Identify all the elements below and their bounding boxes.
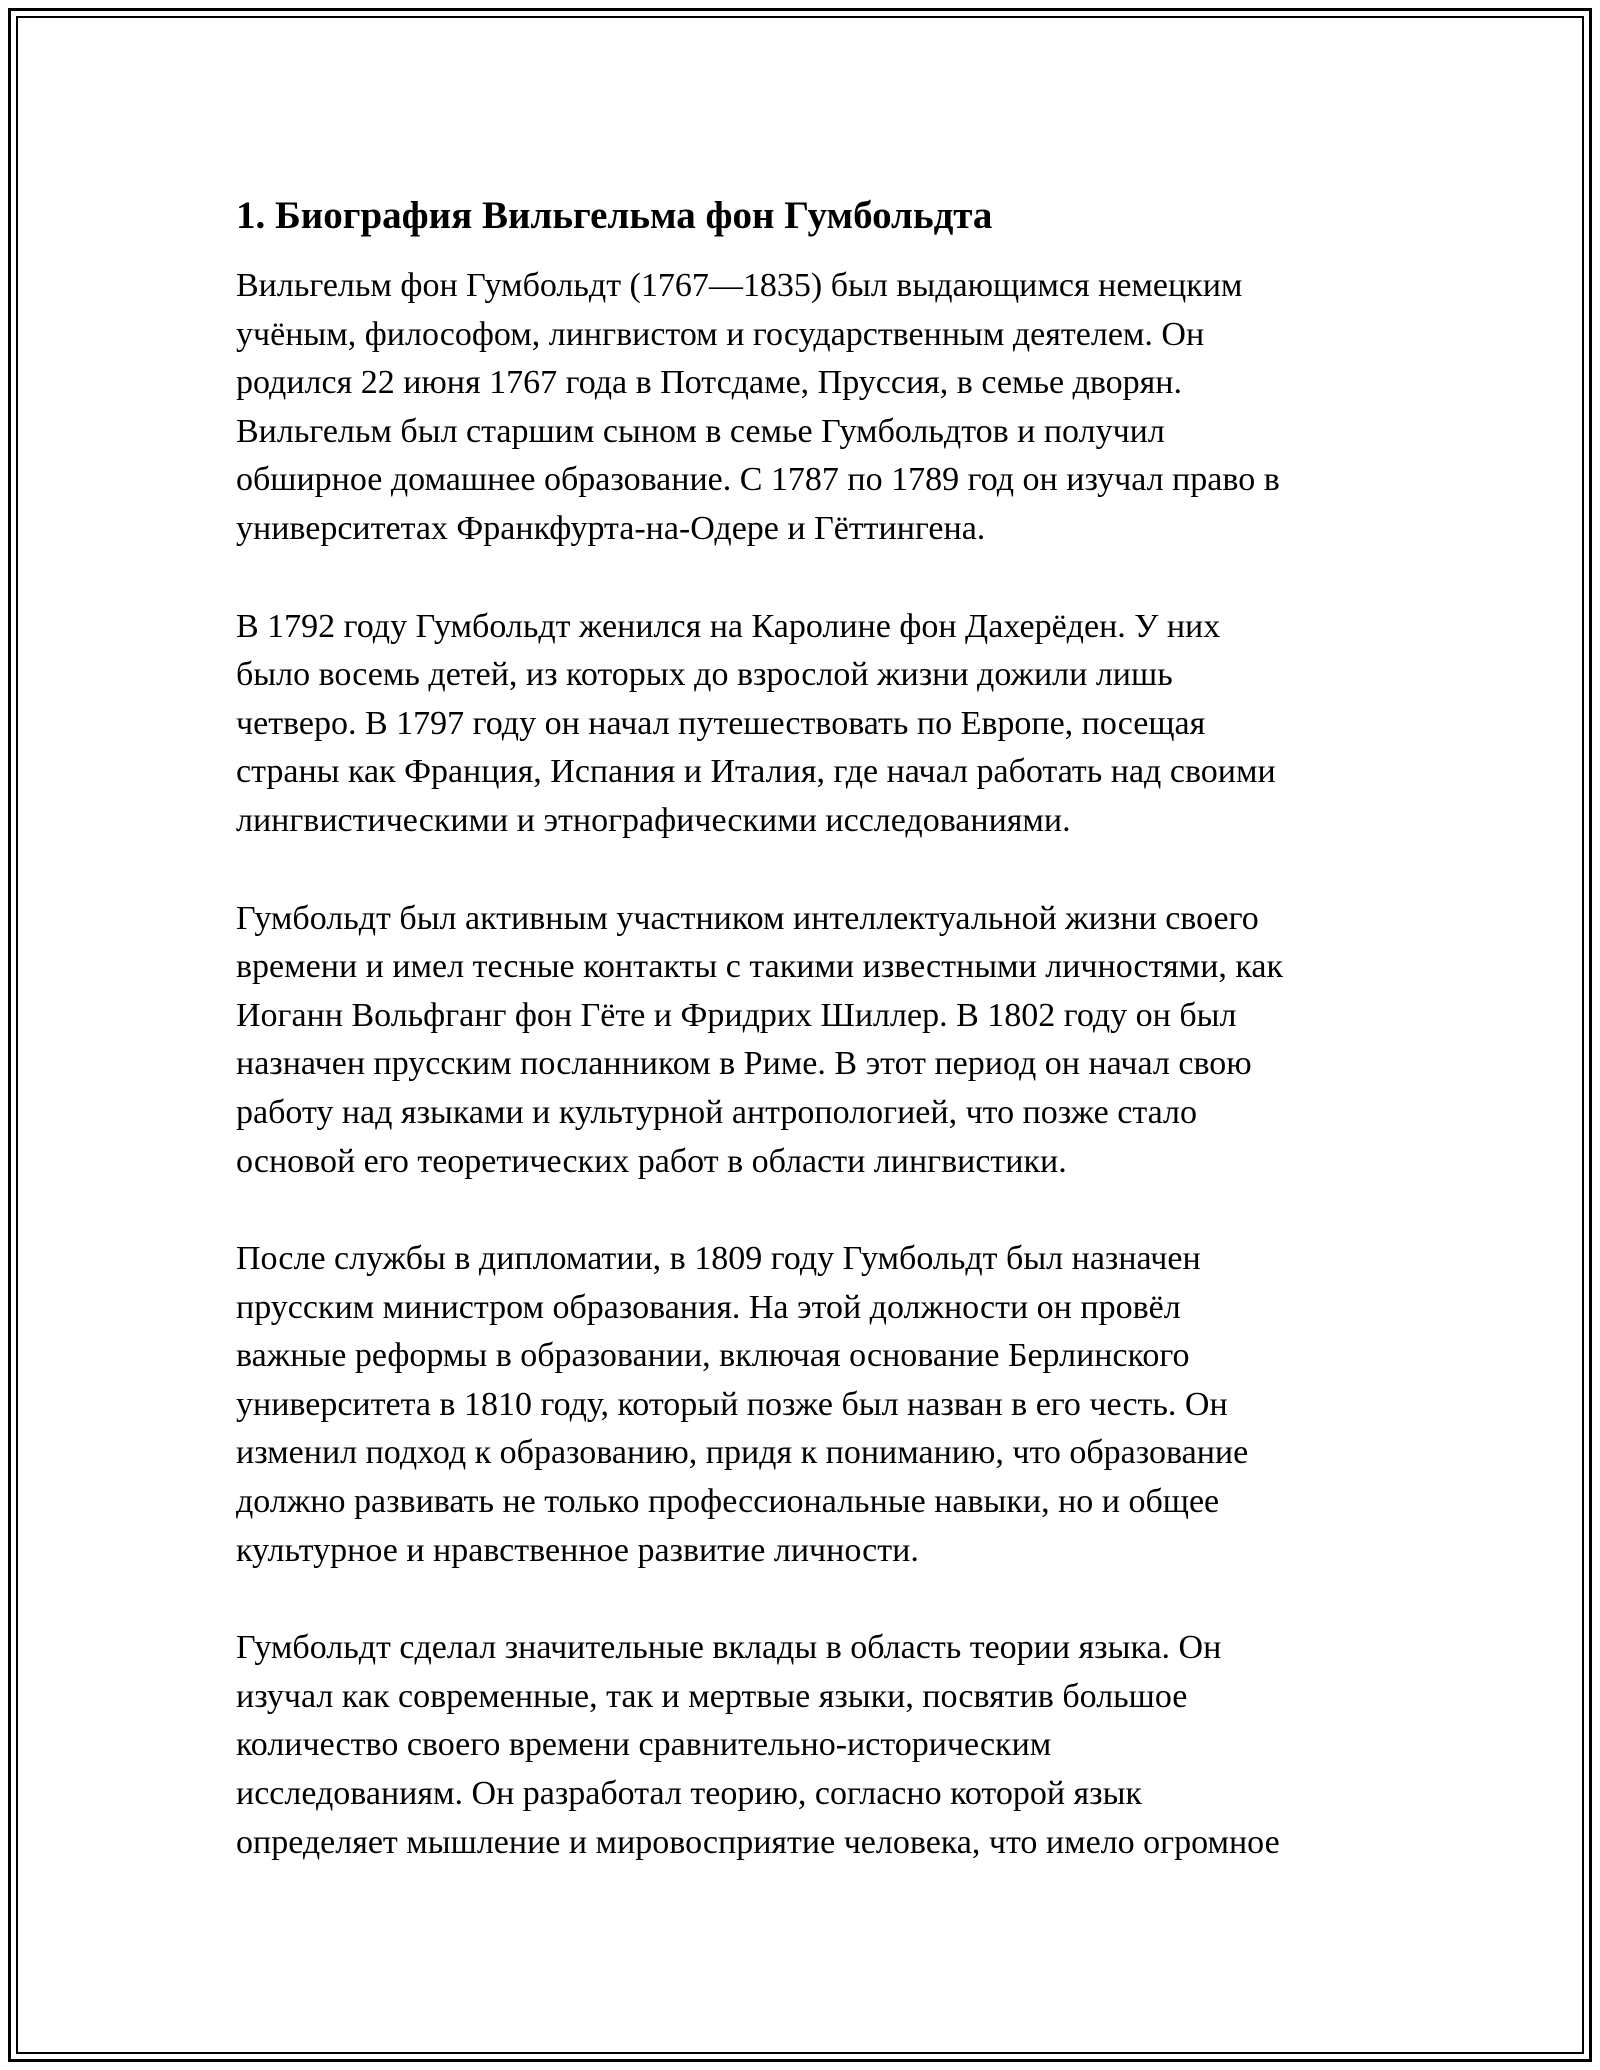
paragraph — [236, 1235, 1376, 1575]
paragraph — [236, 1624, 1376, 1867]
text-line: родился 22 июня 1767 года в Потсдаме, Пруссия, в семье дворян. — [236, 364, 1183, 402]
text-line: После службы в дипломатии, в 1809 году Гумбольдт был назначен — [236, 1240, 1201, 1278]
text-line: В 1792 году Гумбольдт женился на Каролине фон Дахерёден. У них — [236, 607, 1221, 645]
text-line: Вильгельм фон Гумбольдт (1767—1835) был выдающимся немецким — [236, 267, 1243, 304]
section-heading: 1. Биография Вильгельма фон Гумбольдта — [236, 194, 993, 237]
text-line: прусским министром образования. На этой должности он провёл — [236, 1288, 1181, 1326]
paragraph — [236, 262, 1376, 554]
paragraph — [236, 895, 1376, 1187]
document-page — [236, 185, 1376, 1916]
text-line: исследованиям. Он разработал теорию, согласно которой язык — [236, 1775, 1142, 1813]
text-line: изучал как современные, так и мертвые языки, посвятив большое — [236, 1677, 1188, 1715]
text-line: важные реформы в образовании, включая основание Берлинского — [236, 1337, 1190, 1375]
text-line: Гумбольдт сделал значительные вклады в область теории языка. Он — [236, 1629, 1222, 1667]
text-line: количество своего времени сравнительно-историческим — [236, 1726, 1052, 1764]
text-line: определяет мышление и мировосприятие человека, что имело огромное — [236, 1823, 1280, 1861]
text-line: страны как Франция, Испания и Италия, где начал работать над своими — [236, 753, 1276, 791]
document-body — [236, 262, 1376, 1867]
text-line: работу над языками и культурной антропологией, что позже стало — [236, 1093, 1197, 1131]
text-line: Вильгельм был старшим сыном в семье Гумбольдтов и получил — [236, 412, 1165, 450]
text-line: четверо. В 1797 году он начал путешествовать по Европе, посещая — [236, 704, 1206, 742]
text-line: было восемь детей, из которых до взрослой жизни дожили лишь — [236, 656, 1173, 694]
text-line: изменил подход к образованию, придя к пониманию, что образование — [236, 1434, 1249, 1472]
text-line: учёным, философом, лингвистом и государственным деятелем. Он — [236, 315, 1205, 353]
text-line: обширное домашнее образование. С 1787 по 1789 год он изучал право в — [236, 461, 1280, 499]
text-line: назначен прусским посланником в Риме. В этот период он начал свою — [236, 1045, 1252, 1083]
text-line: времени и имел тесные контакты с такими известными личностями, как — [236, 948, 1284, 986]
text-line: лингвистическими и этнографическими исследованиями. — [236, 801, 1071, 839]
text-line: университетах Франкфурта-на-Одере и Гёттингена. — [236, 509, 986, 547]
text-line: университета в 1810 году, который позже был назван в его честь. Он — [236, 1385, 1228, 1423]
text-line: должно развивать не только профессиональные навыки, но и общее — [236, 1483, 1220, 1521]
text-line: Гумбольдт был активным участником интеллектуальной жизни своего — [236, 899, 1259, 937]
paragraph — [236, 603, 1376, 846]
text-line: Иоганн Вольфганг фон Гёте и Фридрих Шиллер. В 1802 году он был — [236, 996, 1237, 1034]
text-line: основой его теоретических работ в области лингвистики. — [236, 1142, 1067, 1180]
text-line: культурное и нравственное развитие личности. — [236, 1531, 919, 1569]
